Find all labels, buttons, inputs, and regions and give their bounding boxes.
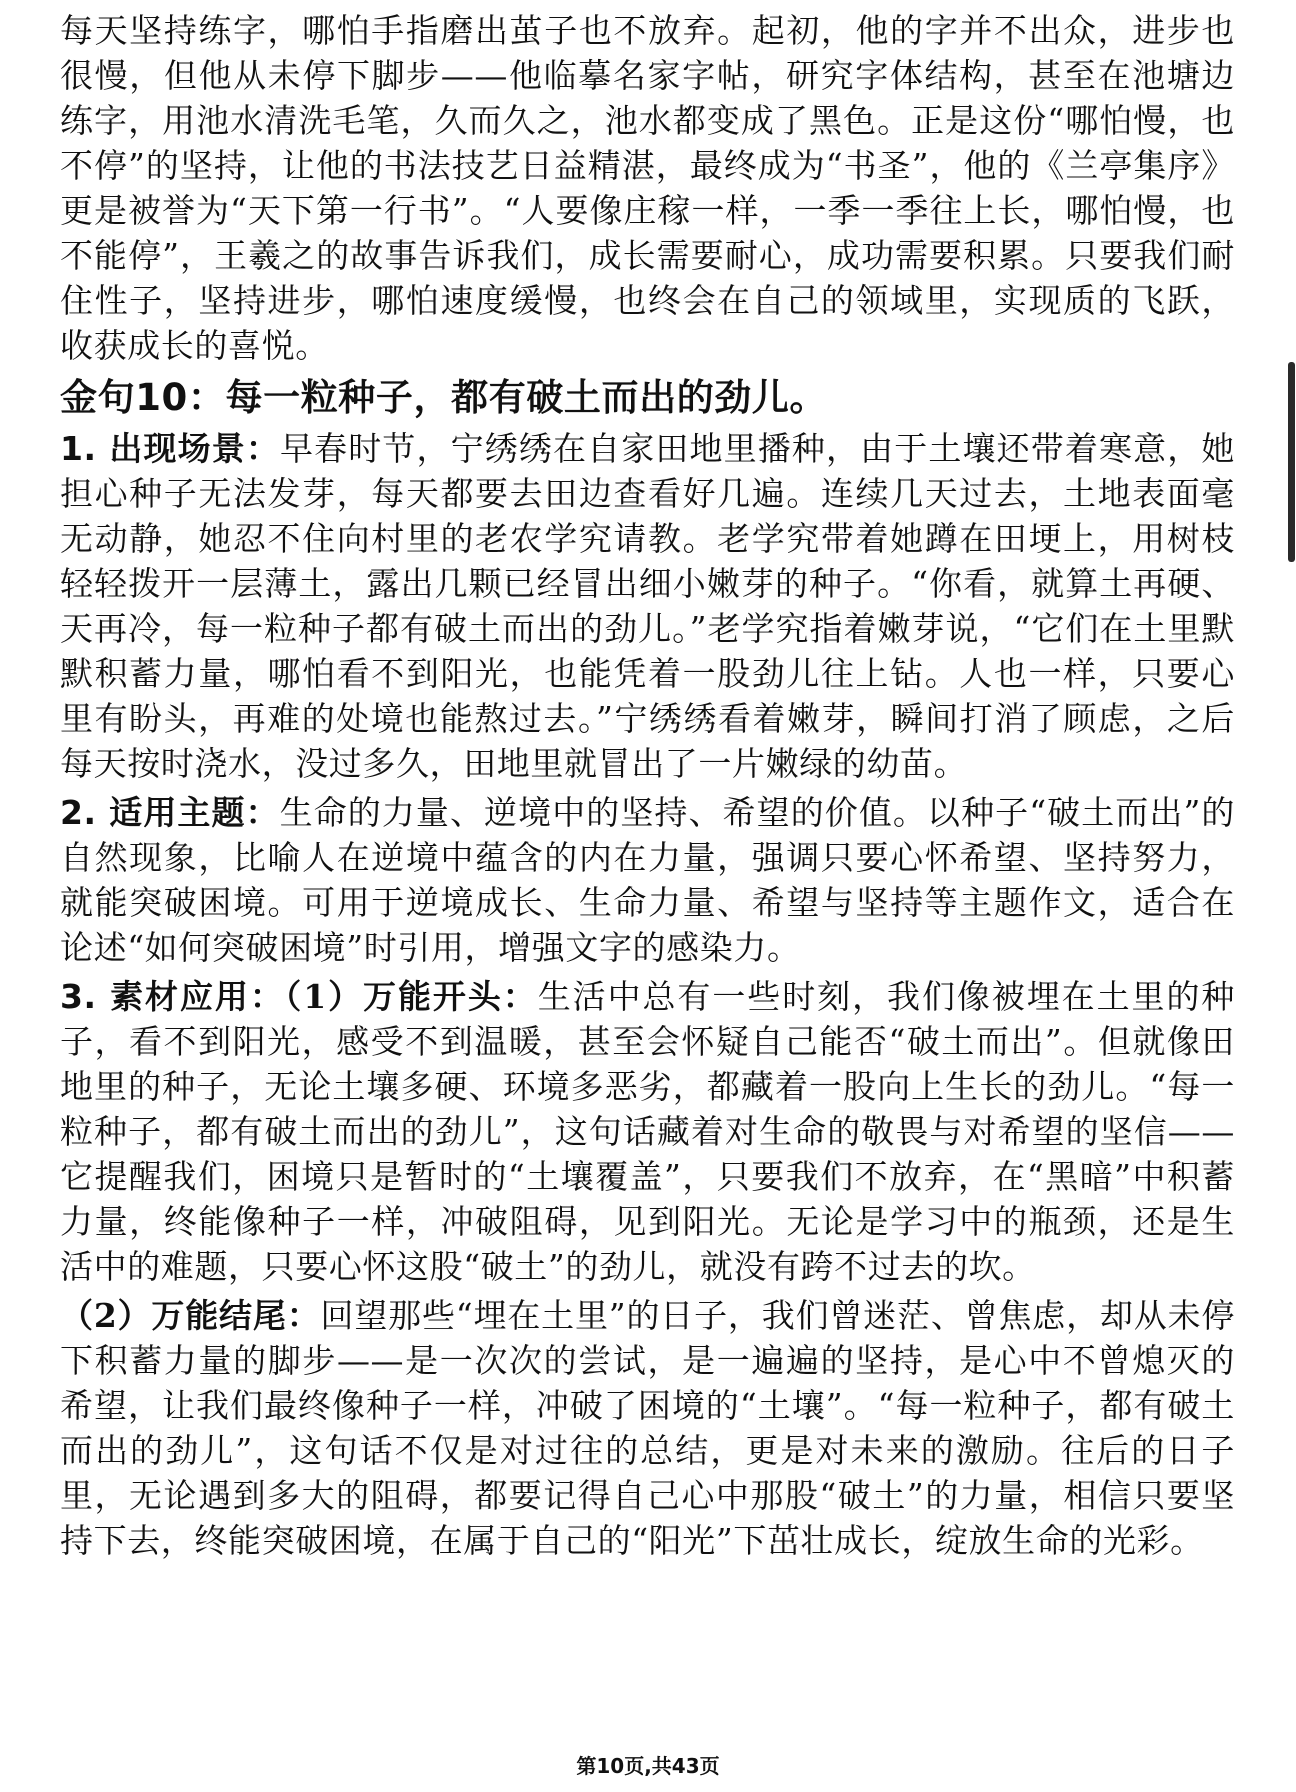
ending-paragraph <box>60 1293 1235 1563</box>
intro-paragraph <box>60 8 1235 368</box>
application-paragraph <box>60 974 1235 1289</box>
theme-label: 2. 适用主题： <box>60 793 280 832</box>
theme-text: 生命的力量、逆境中的坚持、希望的价值。以种子“破土而出”的自然现象，比喻人在逆境中蕴含的内在力量，强调只要心怀希望、坚持努力，就能突破困境。可用于逆境成长、生命力量、希望与坚持等主题作文，适合在论述“如何突破困境”时引用，增强文字的感染力。 <box>60 793 1235 967</box>
application-label: 3. 素材应用： <box>60 977 285 1016</box>
intro-text: 每天坚持练字，哪怕手指磨出茧子也不放弃。起初，他的字并不出众，进步也很慢，但他从未停下脚步——他临摹名家字帖，研究字体结构，甚至在池塘边练字，用池水清洗毛笔，久而久之，池水都变成了黑色。正是这份“哪怕慢，也不停”的坚持，让他的书法技艺日益精湛，最终成为“书圣”，他的《兰亭集序》更是被誉为“天下第一行书”。“人要像庄稼一样，一季一季往上长，哪怕慢，也不能停”，王羲之的故事告诉我们，成长需要耐心，成功需要积累。只要我们耐住性子，坚持进步，哪怕速度缓慢，也终会在自己的领域里，实现质的飞跃，收获成长的喜悦。 <box>60 11 1235 365</box>
opening-text: 生活中总有一些时刻，我们像被埋在土里的种子，看不到阳光，感受不到温暖，甚至会怀疑自己能否“破土而出”。但就像田地里的种子，无论土壤多硬、环境多恶劣，都藏着一股向上生长的劲儿。“每一粒种子，都有破土而出的劲儿”，这句话藏着对生命的敬畏与对希望的坚信——它提醒我们，困境只是暂时的“土壤覆盖”，只要我们不放弃，在“黑暗”中积蓄力量，终能像种子一样，冲破阻碍，见到阳光。无论是学习中的瓶颈，还是生活中的难题，只要心怀这股“破土”的劲儿，就没有跨不过去的坎。 <box>60 977 1236 1286</box>
scene-text: 早春时节，宁绣绣在自家田地里播种，由于土壤还带着寒意，她担心种子无法发芽，每天都要去田边查看好几遍。连续几天过去，土地表面毫无动静，她忍不住向村里的老农学究请教。老学究带着她蹲在田埂上，用树枝轻轻拨开一层薄土，露出几颗已经冒出细小嫩芽的种子。“你看，就算土再硬、天再冷，每一粒种子都有破土而出的劲儿。”老学究指着嫩芽说，“它们在土里默默积蓄力量，哪怕看不到阳光，也能凭着一股劲儿往上钻。人也一样，只要心里有盼头，再难的处境也能熬过去。”宁绣绣看着嫩芽，瞬间打消了顾虑，之后每天按时浇水，没过多久，田地里就冒出了一片嫩绿的幼苗。 <box>60 429 1235 783</box>
ending-text: 回望那些“埋在土里”的日子，我们曾迷茫、曾焦虑，却从未停下积蓄力量的脚步——是一次次的尝试，是一遍遍的坚持，是心中不曾熄灭的希望，让我们最终像种子一样，冲破了困境的“土壤”。“每一粒种子，都有破土而出的劲儿”，这句话不仅是对过往的总结，更是对未来的激励。往后的日子里，无论遇到多大的阻碍，都要记得自己心中那股“破土”的力量，相信只要坚持下去，终能突破困境，在属于自己的“阳光”下茁壮成长，绽放生命的光彩。 <box>60 1296 1236 1560</box>
scene-paragraph <box>60 426 1235 786</box>
opening-label: （1）万能开头： <box>284 977 538 1016</box>
page-number: 第10页,共43页 <box>576 1754 720 1778</box>
scene-label: 1. 出现场景： <box>60 429 280 468</box>
document-page <box>60 8 1235 1748</box>
scrollbar[interactable] <box>1288 362 1295 562</box>
ending-label: （2）万能结尾： <box>60 1296 321 1335</box>
theme-paragraph <box>60 790 1235 970</box>
section-heading: 金句10：每一粒种子，都有破土而出的劲儿。 <box>60 376 828 419</box>
